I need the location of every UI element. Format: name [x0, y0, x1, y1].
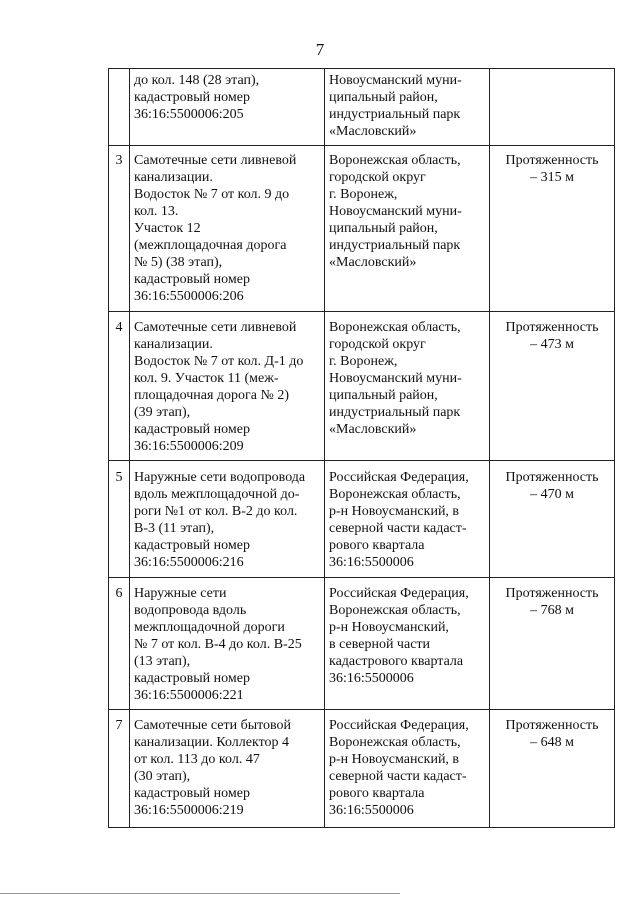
object-location-line: индустриальный парк	[329, 238, 461, 253]
table-row	[109, 461, 615, 578]
object-name-line: кадастровый номер	[134, 538, 250, 553]
object-location-line: Новоусманский муни-	[329, 204, 462, 219]
object-length-line: Протяженность	[505, 153, 599, 168]
object-location-line: Воронежская область,	[329, 735, 461, 750]
object-location-line: Российская Федерация,	[329, 718, 469, 733]
object-name-line: № 7 от кол. В-4 до кол. В-25	[134, 637, 302, 652]
object-location-cell	[325, 69, 490, 146]
object-length-cell	[490, 69, 615, 146]
object-location-line: городской округ	[329, 170, 426, 185]
object-name-line: канализации.	[134, 170, 213, 185]
object-length-cell	[490, 312, 615, 461]
object-name-line: Водосток № 7 от кол. 9 до	[134, 187, 290, 202]
object-name-line: (30 этап),	[134, 769, 191, 784]
object-name-line: кадастровый номер	[134, 272, 250, 287]
object-name-line: (13 этап),	[134, 654, 191, 669]
object-location-line: г. Воронеж,	[329, 187, 398, 202]
object-name-line: 36:16:5500006:221	[134, 688, 244, 703]
row-number-cell	[109, 146, 130, 312]
object-name-line: (39 этап),	[134, 405, 191, 420]
object-name-line: площадочная дорога № 2)	[134, 388, 290, 403]
object-location-cell	[325, 578, 490, 710]
object-location-line: ципальный район,	[329, 388, 438, 403]
object-location-line: индустриальный парк	[329, 107, 461, 122]
object-location-line: 36:16:5500006	[329, 671, 414, 686]
object-location-line: р-н Новоусманский, в	[329, 752, 460, 767]
object-name-line: роги №1 от кол. В-2 до кол.	[134, 504, 298, 519]
row-number: 3	[115, 153, 123, 168]
object-length-line: – 473 м	[530, 337, 574, 352]
object-location-line: индустриальный парк	[329, 405, 461, 420]
object-location-line: 36:16:5500006	[329, 555, 414, 570]
object-length-line: Протяженность	[505, 586, 599, 601]
object-location-line: рового квартала	[329, 538, 425, 553]
object-name-line: № 5) (38 этап),	[134, 255, 223, 270]
object-length-cell	[490, 146, 615, 312]
object-location-line: Воронежская область,	[329, 320, 461, 335]
object-name-line: кадастровый номер	[134, 671, 250, 686]
object-location-line: северной части кадаст-	[329, 521, 467, 536]
object-name-line: вдоль межплощадочной до-	[134, 487, 300, 502]
table-row	[109, 710, 615, 828]
object-location-line: «Масловский»	[329, 124, 417, 139]
object-name-line: (межплощадочная дорога	[134, 238, 287, 253]
table-row	[109, 146, 615, 312]
object-name-cell	[130, 578, 325, 710]
table-row	[109, 578, 615, 710]
object-location-line: северной части кадаст-	[329, 769, 467, 784]
row-number-cell	[109, 461, 130, 578]
object-name-cell	[130, 461, 325, 578]
object-name-line: 36:16:5500006:219	[134, 803, 244, 818]
object-location-line: Российская Федерация,	[329, 586, 469, 601]
object-location-cell	[325, 710, 490, 828]
object-name-line: кол. 13.	[134, 204, 179, 219]
object-name-line: Участок 12	[134, 221, 201, 236]
object-location-line: Новоусманский муни-	[329, 371, 462, 386]
object-location-cell	[325, 461, 490, 578]
object-name-line: кол. 9. Участок 11 (меж-	[134, 371, 279, 386]
object-location-line: Воронежская область,	[329, 487, 461, 502]
row-number: 4	[115, 320, 123, 335]
object-location-line: г. Воронеж,	[329, 354, 398, 369]
object-length-line: – 315 м	[530, 170, 574, 185]
object-location-line: ципальный район,	[329, 90, 438, 105]
object-length-cell	[490, 461, 615, 578]
object-location-cell	[325, 312, 490, 461]
row-number: 6	[115, 586, 123, 601]
object-location-line: рового квартала	[329, 786, 425, 801]
object-name-line: Самотечные сети бытовой	[134, 718, 292, 733]
object-location-line: р-н Новоусманский,	[329, 620, 449, 635]
object-name-line: водопровода вдоль	[134, 603, 247, 618]
object-location-line: Воронежская область,	[329, 603, 461, 618]
object-name-line: кадастровый номер	[134, 786, 250, 801]
object-length-cell	[490, 578, 615, 710]
object-name-line: канализации. Коллектор 4	[134, 735, 290, 750]
row-number-cell	[109, 578, 130, 710]
objects-table	[108, 68, 615, 828]
object-name-line: Самотечные сети ливневой	[134, 320, 297, 335]
object-location-line: в северной части	[329, 637, 431, 652]
object-length-line: – 470 м	[530, 487, 574, 502]
object-name-line: от кол. 113 до кол. 47	[134, 752, 260, 767]
object-length-line: – 768 м	[530, 603, 574, 618]
object-length-line: Протяженность	[505, 470, 599, 485]
object-length-line: Протяженность	[505, 320, 599, 335]
object-location-line: Новоусманский муни-	[329, 73, 462, 88]
row-number-cell	[109, 710, 130, 828]
object-name-line: до кол. 148 (28 этап),	[134, 73, 260, 88]
object-location-line: ципальный район,	[329, 221, 438, 236]
object-length-line: – 648 м	[530, 735, 574, 750]
object-location-line: 36:16:5500006	[329, 803, 414, 818]
object-name-line: В-3 (11 этап),	[134, 521, 215, 536]
object-name-line: кадастровый номер	[134, 90, 250, 105]
row-number: 5	[115, 470, 123, 485]
object-location-line: городской округ	[329, 337, 426, 352]
row-number: 7	[115, 718, 123, 733]
object-name-line: 36:16:5500006:216	[134, 555, 244, 570]
row-number-cell	[109, 312, 130, 461]
bottom-rule	[0, 893, 400, 894]
object-name-cell	[130, 69, 325, 146]
object-length-cell	[490, 710, 615, 828]
object-location-cell	[325, 146, 490, 312]
object-location-line: Российская Федерация,	[329, 470, 469, 485]
object-name-line: Самотечные сети ливневой	[134, 153, 297, 168]
object-name-line: Наружные сети	[134, 586, 227, 601]
object-name-line: межплощадочной дороги	[134, 620, 285, 635]
row-number-cell	[109, 69, 130, 146]
object-name-line: Водосток № 7 от кол. Д-1 до	[134, 354, 304, 369]
table-row	[109, 69, 615, 146]
object-length-line: Протяженность	[505, 718, 599, 733]
table-row	[109, 312, 615, 461]
object-location-line: Воронежская область,	[329, 153, 461, 168]
object-location-line: р-н Новоусманский, в	[329, 504, 460, 519]
object-location-line: кадастрового квартала	[329, 654, 464, 669]
object-name-line: Наружные сети водопровода	[134, 470, 306, 485]
object-name-line: кадастровый номер	[134, 422, 250, 437]
object-location-line: «Масловский»	[329, 422, 417, 437]
object-name-cell	[130, 312, 325, 461]
page-number: 7	[315, 40, 325, 59]
object-name-cell	[130, 146, 325, 312]
object-location-line: «Масловский»	[329, 255, 417, 270]
object-name-line: 36:16:5500006:205	[134, 107, 244, 122]
object-name-cell	[130, 710, 325, 828]
object-name-line: 36:16:5500006:209	[134, 439, 244, 454]
object-name-line: канализации.	[134, 337, 213, 352]
object-name-line: 36:16:5500006:206	[134, 289, 244, 304]
